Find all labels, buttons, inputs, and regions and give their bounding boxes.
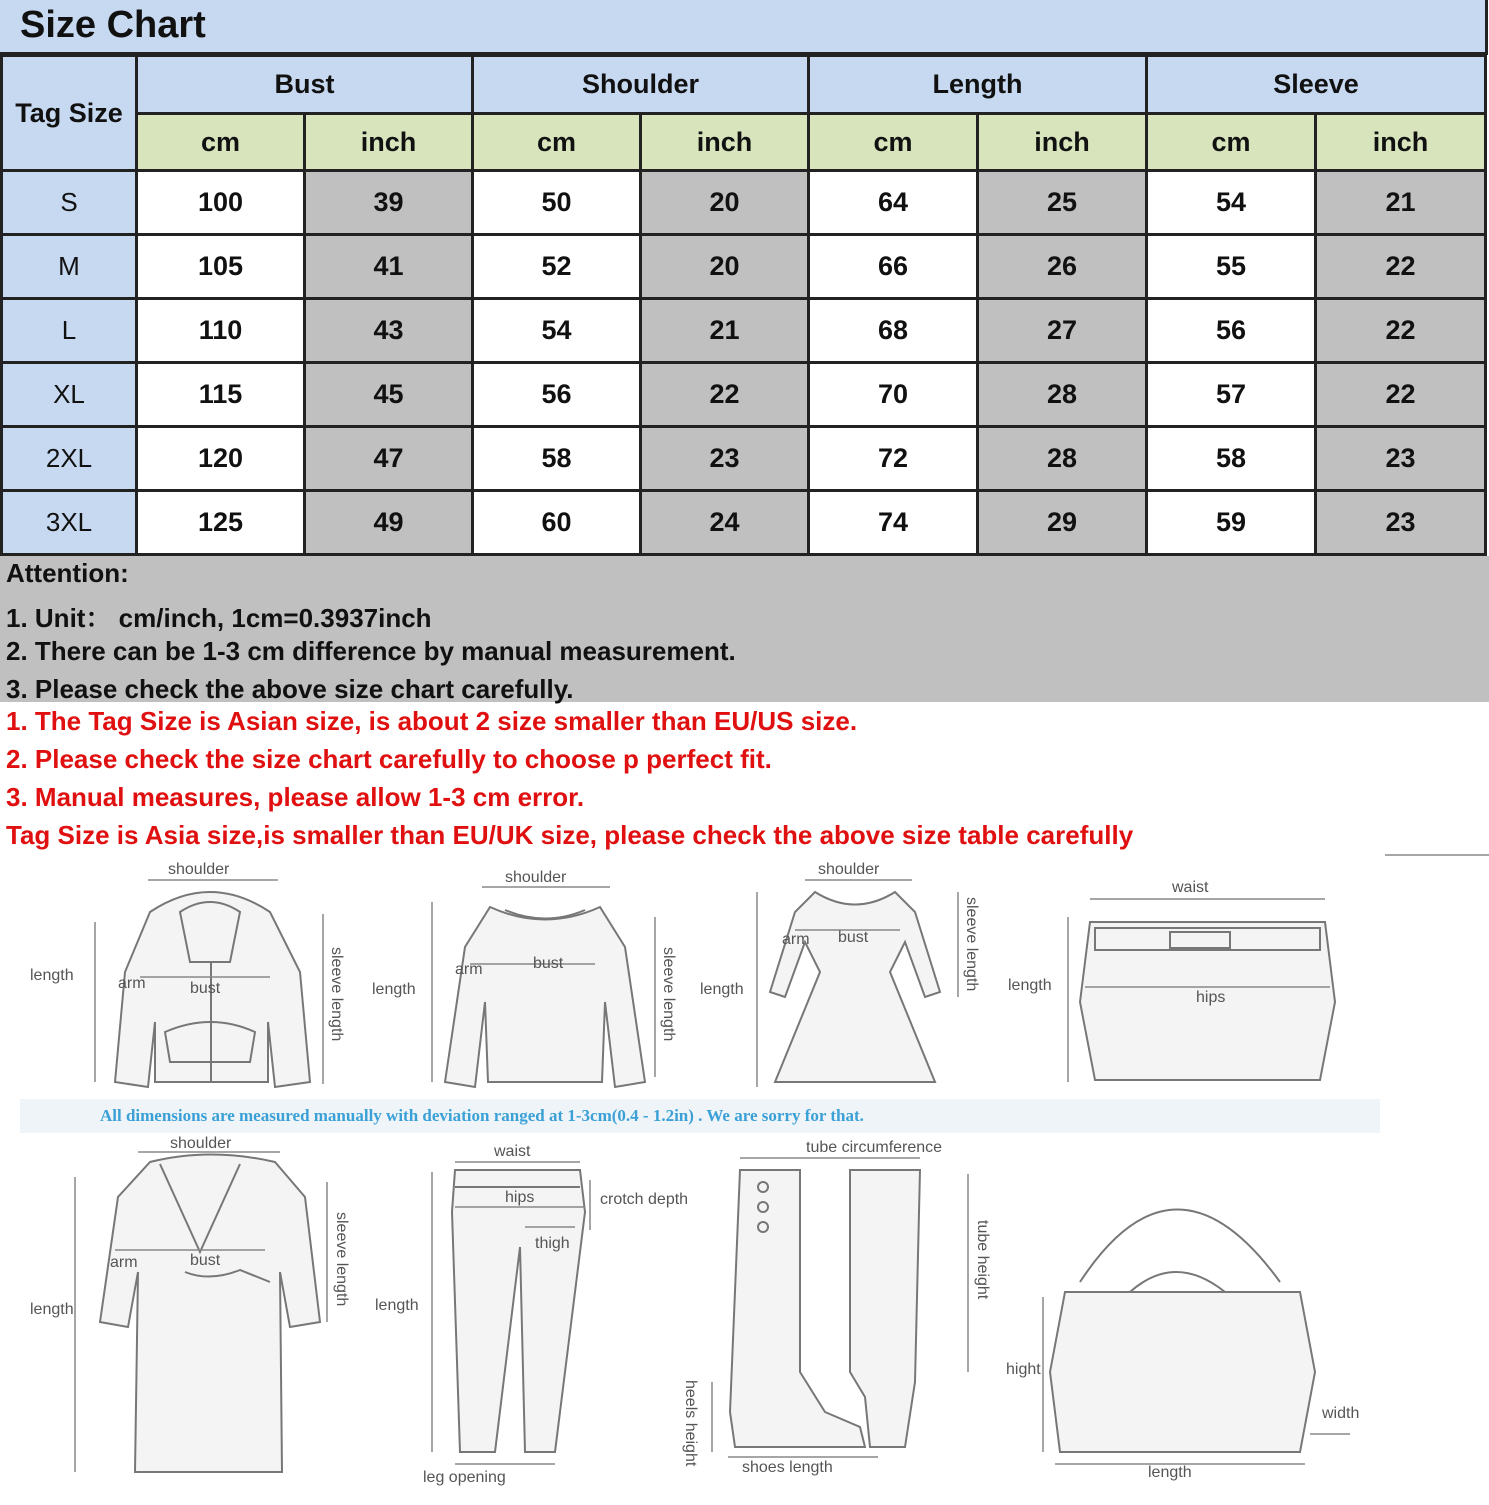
value-cell: 24 — [641, 491, 809, 555]
value-cell: 105 — [137, 235, 305, 299]
label-waist: waist — [494, 1143, 531, 1160]
boots-icon — [712, 1158, 968, 1457]
size-table — [0, 54, 1487, 556]
attention-heading: Attention: — [6, 558, 129, 588]
table-row — [2, 171, 1486, 235]
attention-panel — [0, 556, 1489, 702]
value-cell: 20 — [641, 235, 809, 299]
label-bust: bust — [190, 1252, 221, 1269]
note-line: Tag Size is Asia size,is smaller than EU/UK size, please check the above size table carefully — [6, 820, 1134, 850]
value-cell: 58 — [473, 427, 641, 491]
unit-header-row — [2, 114, 1486, 171]
coat-icon — [75, 1152, 327, 1472]
sleeve-header: Sleeve — [1147, 56, 1486, 114]
unit-header: inch — [978, 114, 1147, 171]
value-cell: 22 — [1316, 299, 1486, 363]
value-cell: 115 — [137, 363, 305, 427]
group-header-row — [2, 56, 1486, 114]
value-cell: 72 — [809, 427, 978, 491]
measurement-caption: All dimensions are measured manually with deviation ranged at 1-3cm(0.4 - 1.2in) . We are sorry for that. — [100, 1106, 864, 1125]
unit-header: cm — [473, 114, 641, 171]
value-cell: 60 — [473, 491, 641, 555]
value-cell: 28 — [978, 427, 1147, 491]
unit-header: cm — [137, 114, 305, 171]
note-line: 1. The Tag Size is Asian size, is about 2 size smaller than EU/US size. — [6, 706, 858, 736]
note-line: 3. Manual measures, please allow 1-3 cm error. — [6, 782, 585, 812]
value-cell: 58 — [1147, 427, 1316, 491]
tag-size-cell: 2XL — [2, 427, 137, 491]
label-heels-height: heels height — [682, 1380, 699, 1467]
value-cell: 27 — [978, 299, 1147, 363]
value-cell: 52 — [473, 235, 641, 299]
unit-header: cm — [1147, 114, 1316, 171]
table-row — [2, 491, 1486, 555]
attention-line: 2. There can be 1-3 cm difference by manual measurement. — [6, 636, 736, 666]
label-length: length — [372, 981, 416, 998]
label-hight: hight — [1006, 1361, 1041, 1378]
label-length: length — [30, 967, 74, 984]
note-line: 2. Please check the size chart carefully to choose p perfect fit. — [6, 744, 772, 774]
table-row — [2, 235, 1486, 299]
label-length: length — [1008, 977, 1052, 994]
table-row — [2, 363, 1486, 427]
label-length: length — [30, 1301, 74, 1318]
value-cell: 20 — [641, 171, 809, 235]
label-shoulder: shoulder — [505, 869, 567, 886]
value-cell: 21 — [641, 299, 809, 363]
label-arm: arm — [782, 931, 810, 948]
label-shoulder: shoulder — [818, 861, 880, 878]
value-cell: 66 — [809, 235, 978, 299]
label-sleeve-length: sleeve length — [328, 947, 345, 1042]
value-cell: 70 — [809, 363, 978, 427]
value-cell: 68 — [809, 299, 978, 363]
value-cell: 43 — [305, 299, 473, 363]
value-cell: 29 — [978, 491, 1147, 555]
value-cell: 59 — [1147, 491, 1316, 555]
value-cell: 45 — [305, 363, 473, 427]
label-hips: hips — [505, 1189, 535, 1206]
value-cell: 25 — [978, 171, 1147, 235]
label-sleeve-length: sleeve length — [963, 897, 980, 992]
bust-header: Bust — [137, 56, 473, 114]
value-cell: 28 — [978, 363, 1147, 427]
value-cell: 22 — [1316, 235, 1486, 299]
value-cell: 49 — [305, 491, 473, 555]
value-cell: 55 — [1147, 235, 1316, 299]
label-length: length — [1148, 1464, 1192, 1481]
value-cell: 56 — [1147, 299, 1316, 363]
value-cell: 21 — [1316, 171, 1486, 235]
label-shoulder: shoulder — [168, 861, 230, 878]
label-shoes-length: shoes length — [742, 1459, 833, 1476]
label-leg-opening: leg opening — [423, 1469, 506, 1486]
label-waist: waist — [1172, 879, 1209, 896]
value-cell: 120 — [137, 427, 305, 491]
value-cell: 50 — [473, 171, 641, 235]
value-cell: 64 — [809, 171, 978, 235]
pants-icon — [432, 1162, 590, 1464]
label-hips: hips — [1196, 989, 1226, 1006]
shoulder-header: Shoulder — [473, 56, 809, 114]
table-row — [2, 427, 1486, 491]
unit-header: inch — [641, 114, 809, 171]
value-cell: 74 — [809, 491, 978, 555]
value-cell: 47 — [305, 427, 473, 491]
tag-size-header: Tag Size — [2, 56, 137, 171]
tag-size-cell: M — [2, 235, 137, 299]
label-bust: bust — [533, 955, 564, 972]
value-cell: 110 — [137, 299, 305, 363]
label-arm: arm — [455, 961, 483, 978]
attention-line: 1. Unit： cm/inch, 1cm=0.3937inch — [6, 603, 432, 633]
unit-header: inch — [305, 114, 473, 171]
tag-size-cell: 3XL — [2, 491, 137, 555]
label-sleeve-length: sleeve length — [333, 1212, 350, 1307]
value-cell: 125 — [137, 491, 305, 555]
sweater-icon — [432, 887, 655, 1087]
tag-size-cell: S — [2, 171, 137, 235]
label-bust: bust — [190, 980, 221, 997]
label-shoulder: shoulder — [170, 1135, 232, 1152]
value-cell: 22 — [1316, 363, 1486, 427]
label-arm: arm — [118, 975, 146, 992]
value-cell: 39 — [305, 171, 473, 235]
value-cell: 22 — [641, 363, 809, 427]
value-cell: 100 — [137, 171, 305, 235]
dress-icon — [757, 880, 958, 1087]
label-tube-height: tube height — [974, 1220, 991, 1300]
unit-header: inch — [1316, 114, 1486, 171]
value-cell: 26 — [978, 235, 1147, 299]
value-cell: 23 — [641, 427, 809, 491]
label-length: length — [700, 981, 744, 998]
label-bust: bust — [838, 929, 869, 946]
label-sleeve-length: sleeve length — [660, 947, 677, 1042]
label-tube-circumference: tube circumference — [806, 1139, 943, 1156]
value-cell: 23 — [1316, 427, 1486, 491]
title-bar — [0, 0, 1488, 55]
handbag-icon — [1043, 1210, 1350, 1465]
label-thigh: thigh — [535, 1235, 570, 1252]
tag-size-cell: XL — [2, 363, 137, 427]
label-crotch-depth: crotch depth — [600, 1191, 689, 1208]
label-width: width — [1322, 1405, 1360, 1422]
table-row — [2, 299, 1486, 363]
page-title: Size Chart — [20, 4, 206, 46]
value-cell: 54 — [1147, 171, 1316, 235]
label-length: length — [375, 1297, 419, 1314]
value-cell: 41 — [305, 235, 473, 299]
value-cell: 54 — [473, 299, 641, 363]
tag-size-cell: L — [2, 299, 137, 363]
attention-line: 3. Please check the above size chart carefully. — [6, 674, 574, 704]
measurement-diagram — [0, 852, 1489, 1500]
unit-header: cm — [809, 114, 978, 171]
value-cell: 23 — [1316, 491, 1486, 555]
label-arm: arm — [110, 1254, 138, 1271]
value-cell: 57 — [1147, 363, 1316, 427]
length-header: Length — [809, 56, 1147, 114]
value-cell: 56 — [473, 363, 641, 427]
